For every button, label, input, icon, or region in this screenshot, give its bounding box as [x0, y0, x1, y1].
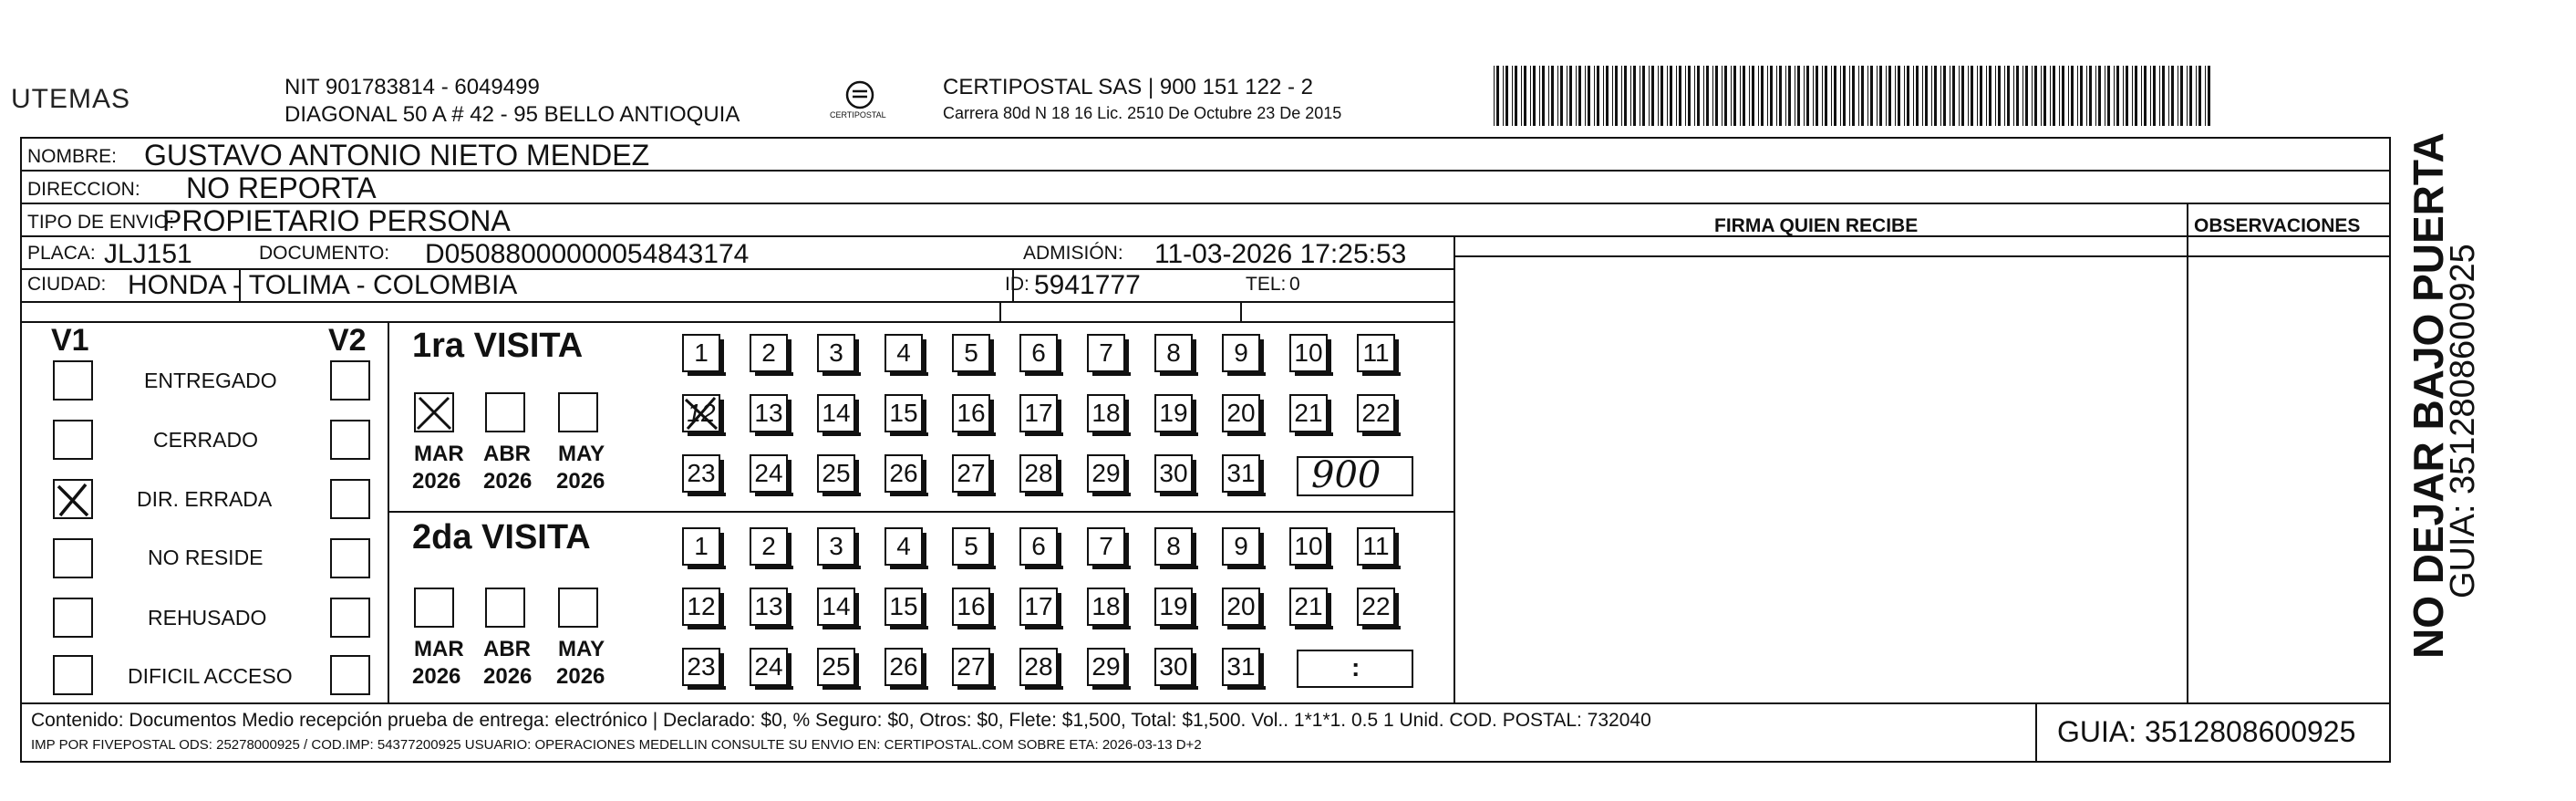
barcode-bar: [2168, 66, 2169, 126]
barcode-bar: [1588, 66, 1590, 126]
visit1-day-31[interactable]: 31: [1222, 454, 1260, 493]
visit2-day-24[interactable]: 24: [750, 648, 788, 686]
barcode-bar: [1712, 66, 1713, 126]
visit2-day-15[interactable]: 15: [885, 588, 923, 626]
barcode-bar: [1959, 66, 1960, 126]
visit2-day-26[interactable]: 26: [885, 648, 923, 686]
barcode-bar: [1660, 66, 1663, 126]
barcode-bar: [1740, 66, 1741, 126]
visit2-day-20[interactable]: 20: [1222, 588, 1260, 626]
visit2-time-value: :: [1351, 653, 1360, 681]
barcode-bar: [1715, 66, 1718, 126]
visit1-day-24[interactable]: 24: [750, 454, 788, 493]
barcode-bar: [1852, 66, 1855, 126]
barcode-bar: [2171, 66, 2174, 126]
barcode-bar: [1649, 66, 1650, 126]
barcode-bar: [2187, 66, 2188, 126]
sender-logo: UTEMAS: [11, 84, 131, 114]
barcode-bar: [1907, 66, 1909, 126]
ciudad-label: CIUDAD:: [27, 274, 107, 295]
visit1-day-25[interactable]: 25: [817, 454, 855, 493]
visit2-month-label: MAY: [558, 637, 605, 661]
barcode-bar: [1904, 66, 1905, 126]
visit1-day-3[interactable]: 3: [817, 334, 855, 372]
visit1-time-box[interactable]: [1297, 456, 1413, 496]
barcode-bar: [1849, 66, 1850, 126]
barcode-bar: [1569, 66, 1572, 126]
barcode-bar: [2025, 66, 2028, 126]
admision-label: ADMISIÓN:: [1023, 243, 1123, 264]
barcode-bar: [1888, 66, 1891, 126]
barcode-bar: [1694, 66, 1695, 126]
sender-address: DIAGONAL 50 A # 42 - 95 BELLO ANTIOQUIA: [284, 102, 740, 127]
tipo-envio-value: PROPIETARIO PERSONA: [162, 204, 511, 237]
visit1-day-11[interactable]: 11: [1357, 334, 1395, 372]
barcode-bar: [2132, 66, 2133, 126]
tel-label: TEL:: [1246, 274, 1287, 295]
id-value: 5941777: [1034, 270, 1141, 300]
id-label: ID:: [1005, 274, 1029, 295]
barcode-bar: [2071, 66, 2074, 126]
direccion-value: NO REPORTA: [186, 172, 377, 204]
carrier-address: Carrera 80d N 18 16 Lic. 2510 De Octubre 23 De 2015: [943, 104, 1342, 122]
barcode-bar: [1697, 66, 1700, 126]
firma-header: FIRMA QUIEN RECIBE: [1714, 215, 1919, 236]
visit2-day-1[interactable]: 1: [682, 527, 720, 566]
barcode-bar: [2198, 66, 2201, 126]
visit2-day-10[interactable]: 10: [1289, 527, 1328, 566]
visit1-day-23[interactable]: 23: [682, 454, 720, 493]
barcode-bar: [2116, 66, 2119, 126]
visit1-month-label: MAR: [414, 442, 464, 466]
barcode-bar: [1642, 66, 1645, 126]
barcode-bar: [1806, 66, 1809, 126]
v1-dificil-acceso-checkbox[interactable]: [53, 655, 93, 695]
visit1-month-label: MAY: [558, 442, 605, 466]
barcode-bar: [1895, 66, 1896, 126]
visit2-month-label: ABR: [483, 637, 531, 661]
barcode-bar: [2123, 66, 2124, 126]
barcode-bar: [2013, 66, 2014, 126]
v2-cerrado-checkbox[interactable]: [330, 420, 370, 460]
barcode-bar: [1685, 66, 1686, 126]
handwritten-check-mark-icon: [414, 392, 454, 432]
barcode-bar: [1785, 66, 1786, 126]
placa-value: JLJ151: [104, 239, 192, 269]
visit2-day-13[interactable]: 13: [750, 588, 788, 626]
sender-nit: NIT 901783814 - 6049499: [284, 75, 540, 99]
certipostal-logo-label: CERTIPOSTAL: [830, 110, 886, 120]
barcode-bar: [1612, 66, 1613, 126]
barcode-bar: [1557, 66, 1558, 126]
tipo-envio-label: TIPO DE ENVIO:: [27, 212, 175, 233]
visit1-month-label: ABR: [483, 442, 531, 466]
status-label-dir-errada: DIR. ERRADA: [137, 487, 273, 511]
visit2-day-27[interactable]: 27: [952, 648, 990, 686]
visit2-day-4[interactable]: 4: [885, 527, 923, 566]
barcode-bar: [1761, 66, 1764, 126]
barcode-bar: [1743, 66, 1745, 126]
barcode-bar: [1843, 66, 1846, 126]
barcode-bar: [1922, 66, 1923, 126]
barcode-bar: [1977, 66, 1978, 126]
visit1-day-12[interactable]: [682, 394, 720, 432]
barcode-bar: [2068, 66, 2069, 126]
visit1-time-value: 900: [1311, 454, 1381, 496]
barcode-bar: [1940, 66, 1941, 126]
visit1-day-10[interactable]: 10: [1289, 334, 1328, 372]
barcode-bar: [1722, 66, 1723, 126]
barcode-bar: [2153, 66, 2156, 126]
visit2-day-5[interactable]: 5: [952, 527, 990, 566]
barcode-bar: [1886, 66, 1887, 126]
barcode-bar: [1776, 66, 1777, 126]
barcode-bar: [2135, 66, 2137, 126]
barcode-bar: [1633, 66, 1636, 126]
imp-text: IMP POR FIVEPOSTAL ODS: 25278000925 / COD.IMP: 54377200925 USUARIO: OPERACIONES MEDELLIN CONSULTE SU ENVIO EN: CERTIPOSTAL.COM SOBRE ETA: 2026-03-13 D+2: [31, 737, 1202, 753]
barcode-bar: [1533, 66, 1536, 126]
barcode-bar: [2053, 66, 2055, 126]
barcode-bar: [1804, 66, 1805, 126]
v2-header: V2: [328, 323, 367, 358]
visit2-day-21[interactable]: 21: [1289, 588, 1328, 626]
tel-value: 0: [1289, 274, 1300, 295]
barcode-bar: [1980, 66, 1982, 126]
barcode-bar: [1995, 66, 1996, 126]
visit1-day-6[interactable]: 6: [1019, 334, 1058, 372]
barcode-bar: [1749, 66, 1750, 126]
visit2-title: 2da VISITA: [412, 518, 591, 557]
barcode-bar: [1603, 66, 1604, 126]
barcode-bar: [1615, 66, 1618, 126]
visit1-day-29[interactable]: 29: [1087, 454, 1125, 493]
barcode-bar: [2162, 66, 2165, 126]
nombre-value: GUSTAVO ANTONIO NIETO MENDEZ: [144, 139, 650, 172]
visit1-day-7[interactable]: 7: [1087, 334, 1125, 372]
visit1-day-18[interactable]: 18: [1087, 394, 1125, 432]
visit1-day-2[interactable]: 2: [750, 334, 788, 372]
barcode-bar: [1594, 66, 1595, 126]
barcode-bar: [1952, 66, 1955, 126]
barcode-bar: [2032, 66, 2033, 126]
barcode-bar: [1578, 66, 1581, 126]
visit2-day-7[interactable]: 7: [1087, 527, 1125, 566]
barcode-bar: [2141, 66, 2142, 126]
barcode-bar: [2114, 66, 2115, 126]
visit2-day-3[interactable]: 3: [817, 527, 855, 566]
barcode-bar: [1621, 66, 1622, 126]
barcode-bar: [1831, 66, 1832, 126]
barcode-bar: [1530, 66, 1531, 126]
barcode-bar: [2041, 66, 2042, 126]
barcode-bar: [1542, 66, 1545, 126]
barcode-bar: [1813, 66, 1814, 126]
v1-entregado-checkbox[interactable]: [53, 360, 93, 400]
visit2-year-label: 2026: [556, 664, 605, 689]
visit1-year-label: 2026: [483, 469, 533, 494]
carrier-name: CERTIPOSTAL SAS | 900 151 122 - 2: [943, 75, 1313, 99]
barcode: [1492, 66, 2214, 126]
barcode-bar: [1834, 66, 1836, 126]
barcode-bar: [1505, 66, 1508, 126]
visit1-year-label: 2026: [412, 469, 461, 494]
visit1-day-30[interactable]: 30: [1154, 454, 1193, 493]
visit1-day-17[interactable]: 17: [1019, 394, 1058, 432]
barcode-bar: [1916, 66, 1919, 126]
status-label-no-reside: NO RESIDE: [148, 546, 264, 569]
v1-dir-errada-checkbox[interactable]: [53, 479, 93, 519]
barcode-bar: [2107, 66, 2110, 126]
footer-guia: GUIA: 3512808600925: [2057, 715, 2356, 748]
barcode-bar: [2062, 66, 2064, 126]
visit2-day-25[interactable]: 25: [817, 648, 855, 686]
barcode-bar: [1752, 66, 1754, 126]
barcode-bar: [1870, 66, 1873, 126]
barcode-bar: [1706, 66, 1709, 126]
ciudad-value: HONDA - TOLIMA - COLOMBIA: [128, 270, 518, 300]
barcode-bar: [1624, 66, 1627, 126]
v1-header: V1: [51, 323, 89, 358]
visit2-day-18[interactable]: 18: [1087, 588, 1125, 626]
barcode-bar: [1560, 66, 1563, 126]
visit2-month-may-checkbox[interactable]: [558, 588, 598, 628]
barcode-bar: [2180, 66, 2183, 126]
v2-entregado-checkbox[interactable]: [330, 360, 370, 400]
nombre-label: NOMBRE:: [27, 146, 118, 167]
barcode-bar: [1551, 66, 1554, 126]
barcode-bar: [1968, 66, 1969, 126]
barcode-bar: [1576, 66, 1577, 126]
barcode-bar: [2016, 66, 2019, 126]
barcode-bar: [1770, 66, 1773, 126]
barcode-bar: [2043, 66, 2046, 126]
barcode-bar: [2086, 66, 2087, 126]
barcode-bar: [1548, 66, 1549, 126]
barcode-bar: [2034, 66, 2037, 126]
visit1-day-8[interactable]: 8: [1154, 334, 1193, 372]
visit1-day-4[interactable]: 4: [885, 334, 923, 372]
v2-dir-errada-checkbox[interactable]: [330, 479, 370, 519]
barcode-bar: [1651, 66, 1654, 126]
visit1-title: 1ra VISITA: [412, 327, 584, 365]
barcode-bar: [2004, 66, 2005, 126]
barcode-bar: [2196, 66, 2197, 126]
barcode-bar: [1925, 66, 1928, 126]
barcode-bar: [1867, 66, 1868, 126]
visit2-day-31[interactable]: 31: [1222, 648, 1260, 686]
visit2-day-19[interactable]: 19: [1154, 588, 1193, 626]
visit1-day-21[interactable]: 21: [1289, 394, 1328, 432]
barcode-bar: [2007, 66, 2010, 126]
visit1-day-27[interactable]: 27: [952, 454, 990, 493]
status-label-dificil-acceso: DIFICIL ACCESO: [128, 664, 293, 688]
vertical-guia-number: GUIA: 3512808600925: [2444, 244, 2482, 598]
barcode-bar: [1913, 66, 1914, 126]
barcode-bar: [1512, 66, 1513, 126]
barcode-bar: [1816, 66, 1818, 126]
visit1-day-26[interactable]: 26: [885, 454, 923, 493]
v1-rehusado-checkbox[interactable]: [53, 598, 93, 638]
barcode-bar: [2080, 66, 2083, 126]
visit2-year-label: 2026: [412, 664, 461, 689]
visit1-day-28[interactable]: 28: [1019, 454, 1058, 493]
barcode-bar: [1494, 66, 1495, 126]
barcode-bar: [1797, 66, 1800, 126]
visit2-day-14[interactable]: 14: [817, 588, 855, 626]
status-label-rehusado: REHUSADO: [148, 606, 267, 629]
visit2-day-17[interactable]: 17: [1019, 588, 1058, 626]
visit1-day-9[interactable]: 9: [1222, 334, 1260, 372]
visit1-month-may-checkbox[interactable]: [558, 392, 598, 432]
visit1-day-22[interactable]: 22: [1357, 394, 1395, 432]
barcode-bar: [2189, 66, 2192, 126]
v2-dificil-acceso-checkbox[interactable]: [330, 655, 370, 695]
v1-cerrado-checkbox[interactable]: [53, 420, 93, 460]
barcode-bar: [1788, 66, 1791, 126]
barcode-bar: [1767, 66, 1768, 126]
handwritten-check-mark-icon: [682, 394, 720, 432]
v1-no-reside-checkbox[interactable]: [53, 538, 93, 578]
barcode-bar: [1898, 66, 1900, 126]
barcode-bar: [1515, 66, 1517, 126]
barcode-bar: [1998, 66, 2001, 126]
visit2-month-label: MAR: [414, 637, 464, 661]
barcode-bar: [2077, 66, 2078, 126]
visit1-day-label: 12: [687, 399, 716, 427]
handwritten-check-mark-icon: [53, 479, 93, 519]
barcode-bar: [1877, 66, 1878, 126]
barcode-bar: [1679, 66, 1681, 126]
documento-value: D05088000000054843174: [425, 239, 750, 269]
visit1-day-16[interactable]: 16: [952, 394, 990, 432]
barcode-bar: [1667, 66, 1668, 126]
barcode-bar: [1585, 66, 1586, 126]
visit1-day-19[interactable]: 19: [1154, 394, 1193, 432]
visit1-month-mar-checkbox[interactable]: [414, 392, 454, 432]
barcode-bar: [1597, 66, 1599, 126]
barcode-bar: [1931, 66, 1932, 126]
barcode-bar: [1825, 66, 1827, 126]
visit2-month-abr-checkbox[interactable]: [485, 588, 525, 628]
barcode-bar: [1703, 66, 1704, 126]
visit1-year-label: 2026: [556, 469, 605, 494]
visit1-day-20[interactable]: 20: [1222, 394, 1260, 432]
visit2-day-22[interactable]: 22: [1357, 588, 1395, 626]
barcode-bar: [1688, 66, 1691, 126]
barcode-bar: [1779, 66, 1782, 126]
barcode-bar: [1934, 66, 1937, 126]
visit2-year-label: 2026: [483, 664, 533, 689]
visit2-day-9[interactable]: 9: [1222, 527, 1260, 566]
barcode-bar: [1503, 66, 1504, 126]
visit2-day-29[interactable]: 29: [1087, 648, 1125, 686]
visit1-day-1[interactable]: 1: [682, 334, 720, 372]
contenido-text: Contenido: Documentos Medio recepción prueba de entrega: electrónico | Declarado: $0, % Seguro: $0, Otros: $0, Flete: $1,500, Total: $1,500. Vol.. 1*1*1. 0.5 1 Unid. COD. POSTAL: 732040: [31, 710, 1651, 731]
barcode-bar: [2050, 66, 2051, 126]
v2-rehusado-checkbox[interactable]: [330, 598, 370, 638]
barcode-bar: [2159, 66, 2160, 126]
barcode-bar: [2059, 66, 2060, 126]
visit1-day-13[interactable]: 13: [750, 394, 788, 432]
barcode-bar: [2208, 66, 2210, 126]
v2-no-reside-checkbox[interactable]: [330, 538, 370, 578]
direccion-label: DIRECCION:: [27, 179, 140, 200]
observaciones-header: OBSERVACIONES: [2194, 215, 2361, 236]
barcode-bar: [2095, 66, 2096, 126]
barcode-bar: [2089, 66, 2092, 126]
barcode-bar: [1986, 66, 1987, 126]
barcode-bar: [1840, 66, 1841, 126]
visit1-day-5[interactable]: 5: [952, 334, 990, 372]
visit1-day-14[interactable]: 14: [817, 394, 855, 432]
barcode-bar: [2126, 66, 2128, 126]
barcode-bar: [1496, 66, 1499, 126]
barcode-bar: [2150, 66, 2151, 126]
barcode-bar: [1961, 66, 1964, 126]
barcode-bar: [1733, 66, 1736, 126]
barcode-bar: [1989, 66, 1991, 126]
barcode-bar: [1521, 66, 1522, 126]
visit2-day-16[interactable]: 16: [952, 588, 990, 626]
barcode-bar: [1658, 66, 1659, 126]
barcode-bar: [1539, 66, 1540, 126]
visit2-time-box[interactable]: [1297, 650, 1413, 688]
barcode-bar: [1670, 66, 1672, 126]
visit2-day-23[interactable]: 23: [682, 648, 720, 686]
visit2-month-mar-checkbox[interactable]: [414, 588, 454, 628]
status-label-cerrado: CERRADO: [153, 428, 259, 452]
documento-label: DOCUMENTO:: [259, 243, 390, 264]
barcode-bar: [1943, 66, 1946, 126]
barcode-bar: [1524, 66, 1526, 126]
barcode-bar: [1971, 66, 1973, 126]
barcode-bar: [2144, 66, 2147, 126]
barcode-bar: [1606, 66, 1609, 126]
barcode-bar: [1861, 66, 1864, 126]
status-label-entregado: ENTREGADO: [144, 369, 277, 392]
visit2-day-30[interactable]: 30: [1154, 648, 1193, 686]
placa-label: PLACA:: [27, 243, 96, 264]
barcode-bar: [2205, 66, 2206, 126]
visit1-month-abr-checkbox[interactable]: [485, 392, 525, 432]
visit2-day-6[interactable]: 6: [1019, 527, 1058, 566]
no-dejar-bajo-puerta-notice: NO DEJAR BAJO PUERTA: [2405, 132, 2452, 659]
barcode-bar: [1724, 66, 1727, 126]
barcode-bar: [1879, 66, 1882, 126]
barcode-bar: [1630, 66, 1631, 126]
admision-value: 11-03-2026 17:25:53: [1154, 239, 1407, 269]
visit1-day-15[interactable]: 15: [885, 394, 923, 432]
barcode-bar: [1758, 66, 1759, 126]
visit2-day-28[interactable]: 28: [1019, 648, 1058, 686]
visit2-day-8[interactable]: 8: [1154, 527, 1193, 566]
visit2-day-2[interactable]: 2: [750, 527, 788, 566]
barcode-bar: [2098, 66, 2101, 126]
barcode-bar: [1731, 66, 1732, 126]
barcode-bar: [1822, 66, 1823, 126]
barcode-bar: [1858, 66, 1859, 126]
barcode-bar: [1676, 66, 1677, 126]
visit2-day-12[interactable]: 12: [682, 588, 720, 626]
visit2-day-11[interactable]: 11: [1357, 527, 1395, 566]
